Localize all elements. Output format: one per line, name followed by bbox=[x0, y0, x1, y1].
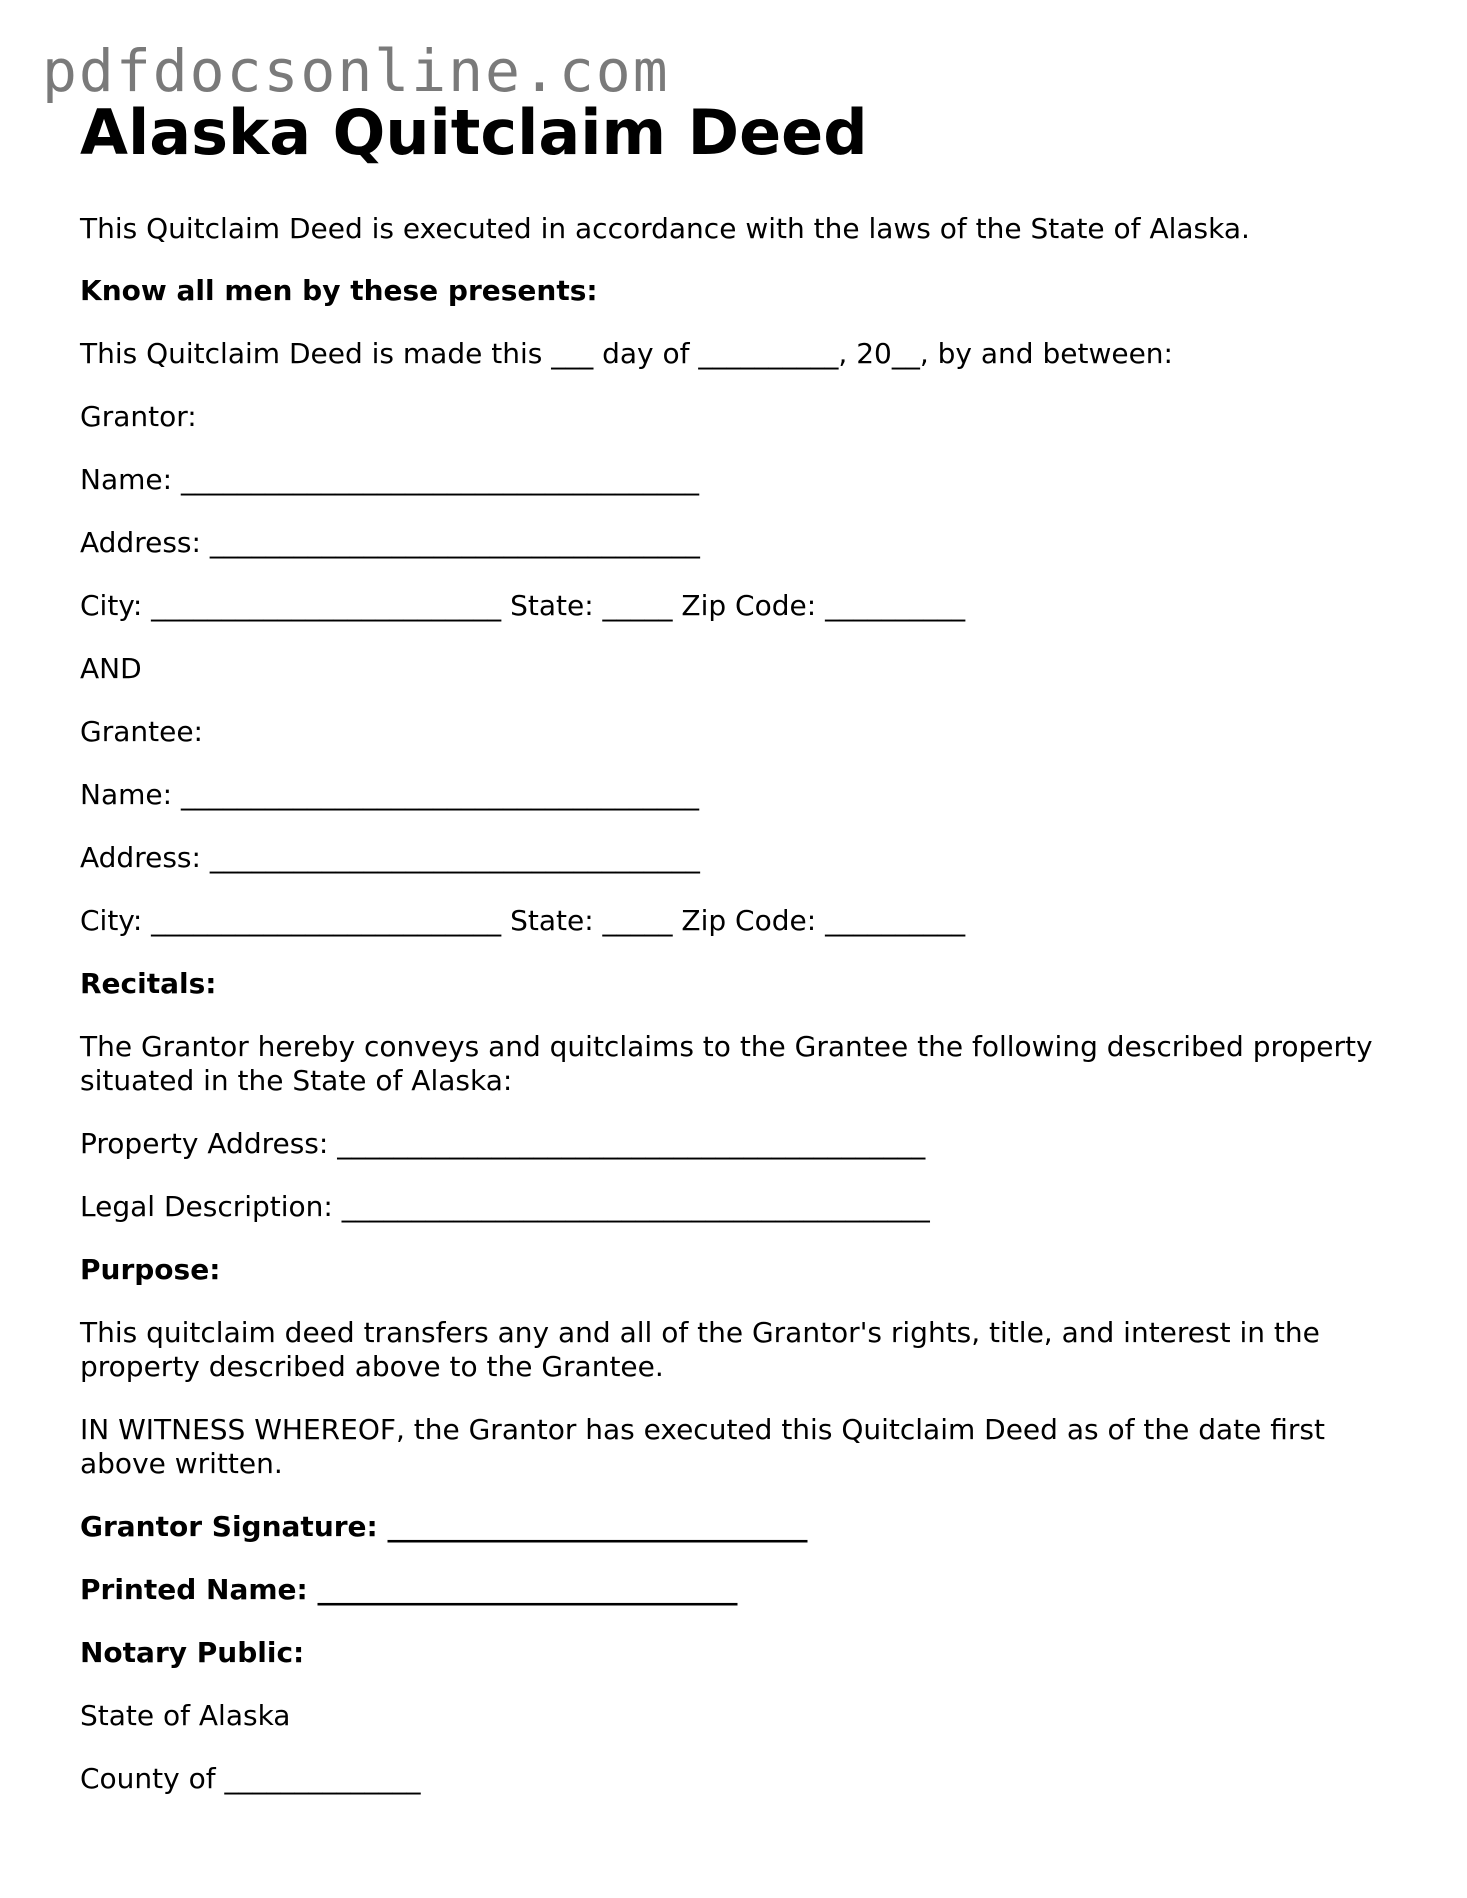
witness-text: IN WITNESS WHEREOF, the Grantor has executed this Quitclaim Deed as of the date first above written. bbox=[80, 1413, 1325, 1480]
grantee-name-field[interactable]: Name: _____________________________________ bbox=[80, 778, 699, 811]
watermark-text: pdfdocsonline.com bbox=[42, 37, 670, 105]
document-title: Alaska Quitclaim Deed bbox=[80, 96, 868, 169]
made-this-line: This Quitclaim Deed is made this ___ day of __________, 20__, by and between: bbox=[80, 337, 1173, 370]
notary-state: State of Alaska bbox=[80, 1699, 291, 1732]
and-text: AND bbox=[80, 652, 142, 685]
grantor-name-field[interactable]: Name: _____________________________________ bbox=[80, 463, 699, 496]
printed-name-field[interactable]: Printed Name: ______________________________ bbox=[80, 1573, 738, 1606]
purpose-heading: Purpose: bbox=[80, 1253, 221, 1286]
grantor-city-state-zip-field[interactable]: City: _________________________ State: _____ Zip Code: __________ bbox=[80, 589, 966, 622]
property-address-field[interactable]: Property Address: __________________________________________ bbox=[80, 1127, 926, 1160]
grantee-address-field[interactable]: Address: ___________________________________ bbox=[80, 841, 700, 874]
purpose-text: This quitclaim deed transfers any and all of the Grantor's rights, title, and interest in the property described above to the Grantee. bbox=[80, 1316, 1320, 1383]
grantor-signature-field[interactable]: Grantor Signature: ______________________________ bbox=[80, 1510, 808, 1543]
recitals-heading: Recitals: bbox=[80, 967, 217, 1000]
notary-heading: Notary Public: bbox=[80, 1636, 305, 1669]
grantee-heading: Grantee: bbox=[80, 715, 203, 748]
grantor-address-field[interactable]: Address: ___________________________________ bbox=[80, 526, 700, 559]
grantor-heading: Grantor: bbox=[80, 400, 197, 433]
intro-text: This Quitclaim Deed is executed in accordance with the laws of the State of Alaska. bbox=[80, 212, 1250, 245]
legal-description-field[interactable]: Legal Description: __________________________________________ bbox=[80, 1190, 930, 1223]
recitals-text: The Grantor hereby conveys and quitclaims to the Grantee the following described property situated in the State of Alaska: bbox=[80, 1030, 1373, 1097]
notary-county-field[interactable]: County of ______________ bbox=[80, 1762, 421, 1795]
grantee-city-state-zip-field[interactable]: City: _________________________ State: _____ Zip Code: __________ bbox=[80, 904, 966, 937]
know-all-men-heading: Know all men by these presents: bbox=[80, 274, 598, 307]
